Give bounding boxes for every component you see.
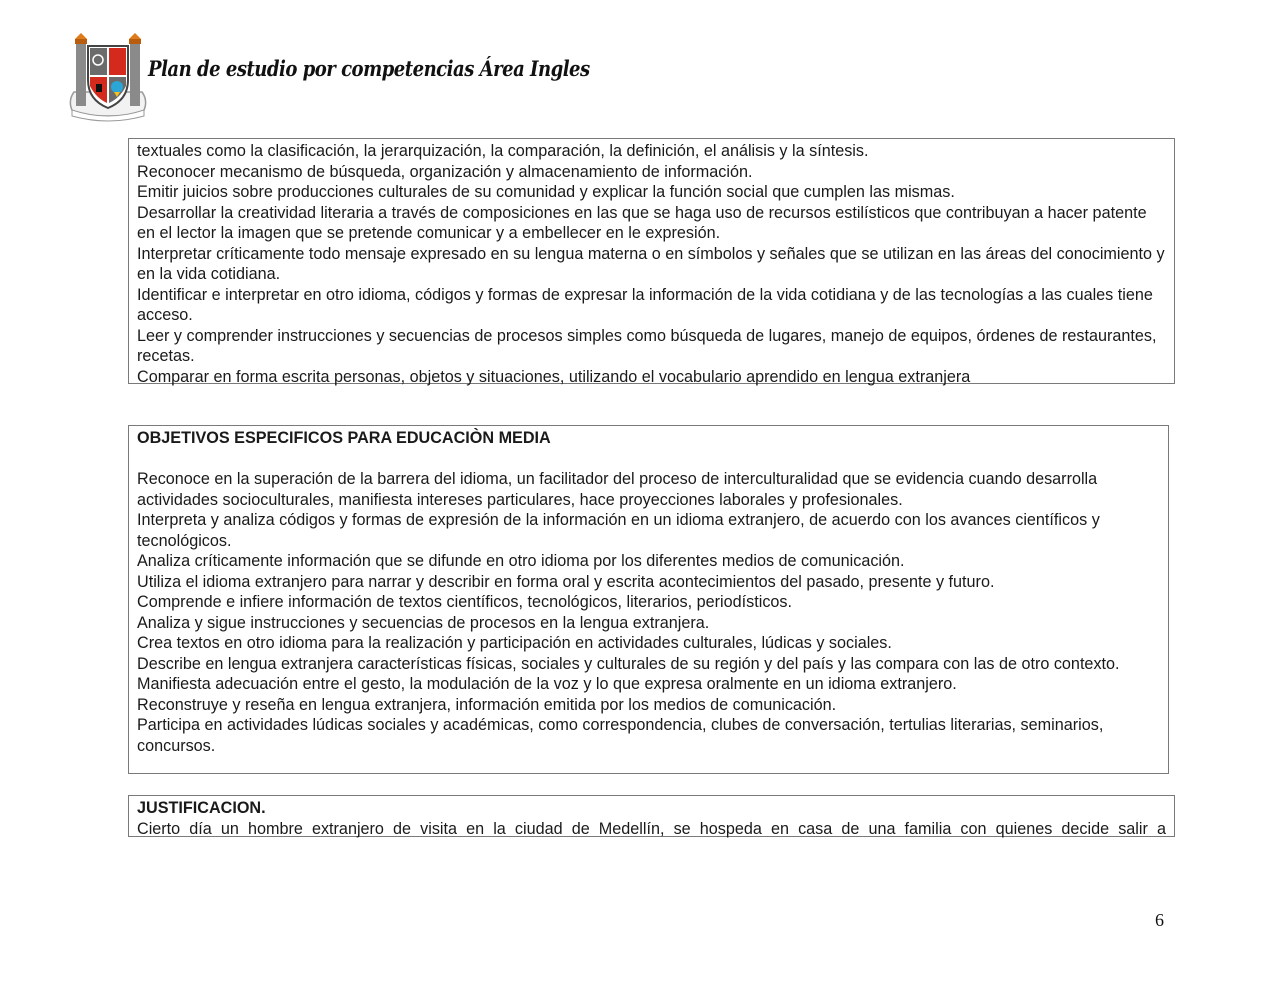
objective-line: Emitir juicios sobre producciones culturales de su comunidad y explicar la función social que cumplen las mismas. xyxy=(137,183,955,201)
page-number: 6 xyxy=(1155,910,1164,930)
objective-line: Identificar e interpretar en otro idioma, códigos y formas de expresar la información de la vida cotidiana y de las tecnologías a las cuales tiene acceso. xyxy=(137,285,1153,324)
objective-item: Analiza y sigue instrucciones y secuencias de procesos en la lengua extranjera. xyxy=(137,613,710,632)
objective-line: Interpretar críticamente todo mensaje expresado en su lengua materna o en símbolos y señales que se utilizan en las áreas del conocimiento y en la vida cotidiana. xyxy=(137,244,1165,283)
section-heading: OBJETIVOS ESPECIFICOS PARA EDUCACIÒN MEDIA xyxy=(137,429,551,447)
page-header xyxy=(66,30,590,122)
objetivos-media-box xyxy=(128,425,1169,774)
objective-line: Leer y comprender instrucciones y secuencias de procesos simples como búsqueda de lugares, manejo de equipos, órdenes de restaurantes, recetas. xyxy=(137,326,1157,365)
objective-line: Desarrollar la creatividad literaria a través de composiciones en las que se haga uso de recursos estilísticos que contribuyan a hacer patente en el lector la imagen que se pretende comunicar y a embellecer en le expresión. xyxy=(137,203,1147,242)
objective-line: Comparar en forma escrita personas, objetos y situaciones, utilizando el vocabulario aprendido en lengua extranjera xyxy=(137,367,971,386)
objective-item: Describe en lengua extranjera características físicas, sociales y culturales de su región y del país y las compara con las de otro contexto. xyxy=(137,654,1120,673)
objective-item: Reconstruye y reseña en lengua extranjera, información emitida por los medios de comunicación. xyxy=(137,695,837,714)
section-heading: JUSTIFICACION. xyxy=(137,799,266,817)
objective-line: Reconocer mecanismo de búsqueda, organización y almacenamiento de información. xyxy=(137,162,753,181)
objectives-continuation-box xyxy=(128,138,1175,384)
objective-item: Analiza críticamente información que se difunde en otro idioma por los diferentes medios de comunicación. xyxy=(137,552,905,570)
justificacion-text: Cierto día un hombre extranjero de visita en la ciudad de Medellín, se hospeda en casa de una familia con quienes decide salir a xyxy=(137,819,1166,838)
justificacion-box xyxy=(128,795,1175,837)
objective-item: Manifiesta adecuación entre el gesto, la modulación de la voz y lo que expresa oralmente en un idioma extranjero. xyxy=(137,675,957,693)
objective-item: Reconoce en la superación de la barrera del idioma, un facilitador del proceso de interculturalidad que se evidencia cuando desarrolla actividades socioculturales, manifiesta intereses particulares, hace proyecciones laborales y profesionales. xyxy=(137,470,1098,509)
blank-line xyxy=(137,449,1160,470)
objective-item: Utiliza el idioma extranjero para narrar y describir en forma oral y escrita acontecimientos del pasado, presente y futuro. xyxy=(137,572,995,591)
school-crest-icon xyxy=(66,30,150,122)
document-title: Plan de estudio por competencias Área Ingles xyxy=(148,56,590,81)
objective-line: textuales como la clasificación, la jerarquización, la comparación, la definición, el análisis y la síntesis. xyxy=(137,142,869,160)
objective-item: Interpreta y analiza códigos y formas de expresión de la información en un idioma extranjero, de acuerdo con los avances científicos y tecnológicos. xyxy=(137,511,1100,550)
objective-item: Comprende e infiere información de textos científicos, tecnológicos, literarios, periodísticos. xyxy=(137,593,793,611)
objective-item: Participa en actividades lúdicas sociales y académicas, como correspondencia, clubes de conversación, tertulias literarias, seminarios, concursos. xyxy=(137,716,1104,755)
objective-item: Crea textos en otro idioma para la realización y participación en actividades culturales, lúdicas y sociales. xyxy=(137,634,892,652)
